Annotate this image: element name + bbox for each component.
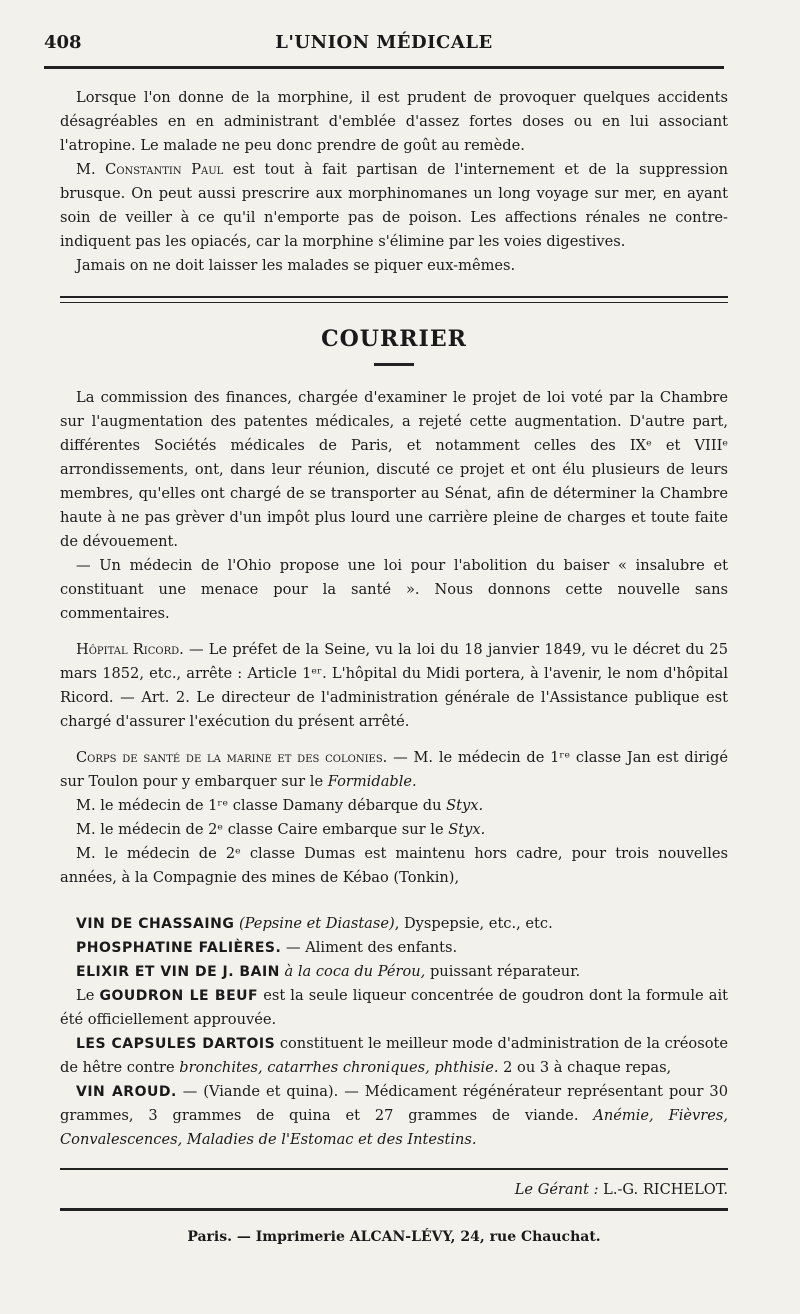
advert-4: Le GOUDRON LE BEUF est la seule liqueur concentrée de goudron dont la formule ait été officiellement approuvée. — [60, 987, 729, 1028]
courrier-paragraph-4: Corps de santé de la marine et des colonies. — M. le médecin de 1ʳᵉ classe Jan est dirigé sur Toulon pour y embarquer sur le Formidable. — [60, 749, 728, 790]
section-divider — [60, 296, 728, 303]
courrier-paragraph-2: — Un médecin de l'Ohio propose une loi pour l'abolition du baiser « insalubre et constituant une menace pour la santé ». Nous donnons cette nouvelle sans commentaires. — [60, 557, 728, 622]
author-name: M. Constantin Paul — [76, 161, 224, 178]
ship-name: Styx. — [446, 797, 484, 814]
courrier-paragraph-7: M. le médecin de 2ᵉ classe Dumas est maintenu hors cadre, pour trois nouvelles années, à la Compagnie des mines de Kébao (Tonkin), — [60, 845, 728, 886]
gerant-signature: Le Gérant : L.-G. RICHELOT. — [514, 1181, 728, 1198]
ship-name: Formidable. — [327, 773, 417, 790]
page-header — [44, 32, 724, 62]
section-title: COURRIER — [321, 326, 467, 352]
footer-rule — [60, 1168, 728, 1170]
courrier-paragraph-6: M. le médecin de 2ᵉ classe Caire embarque sur le Styx. — [76, 821, 486, 838]
intro-paragraph-3: Jamais on ne doit laisser les malades se piquer eux-mêmes. — [76, 257, 516, 274]
footer-rule-bottom — [60, 1208, 728, 1211]
advert-6: VIN AROUD. — (Viande et quina). — Médicament régénérateur représentant pour 30 grammes, 3 grammes de quina et 27 grammes de viande. Anémie, Fièvres, Convalescences, Maladies de l'Estomac et des Intestins. — [60, 1083, 728, 1148]
advert-2: PHOSPHATINE FALIÈRES. — Aliment des enfants. — [76, 939, 458, 956]
page-number: 408 — [44, 32, 82, 53]
courrier-paragraph-3: Hôpital Ricord. — Le préfet de la Seine, vu la loi du 18 janvier 1849, vu le décret du 25 mars 1852, etc., arrête : Article 1ᵉʳ. L'hôpital du Midi portera, à l'avenir, le nom d'hôpital Ricord. — Art. 2. Le directeur de l'administration générale de l'Assistance publique est chargé d'assurer l'exécution du présent arrêté. — [60, 641, 728, 730]
header-rule — [44, 66, 724, 69]
running-title: L'UNION MÉDICALE — [275, 32, 493, 53]
hospital-heading: Hôpital Ricord. — [76, 641, 184, 658]
courrier-paragraph-1: La commission des finances, chargée d'examiner le projet de loi voté par la Chambre sur l'augmentation des patentes médicales, a rejeté cette augmentation. D'autre part, différentes Sociétés médicales de Paris, et notamment celles des IXᵉ et VIIIᵉ arrondissements, ont, dans leur réunion, discuté ce projet et ont élu plusieurs de leurs membres, qu'elles ont chargé de se transporter au Sénat, afin de déterminer la Chambre haute à ne pas grèver d'un impôt plus lourd une carrière pleine de charges et toute faite de dévouement. — [60, 389, 728, 550]
courrier-paragraph-5: M. le médecin de 1ʳᵉ classe Damany débarque du Styx. — [76, 797, 484, 814]
intro-paragraph-2-text: est tout à fait partisan de l'internement et de la suppression brusque. On peut aussi prescrire aux morphinomanes un long voyage sur mer, en ayant soin de veiller à ce qu'il n'emporte pas de poison. Les affections rénales ne contre-indiquent pas les opiacés, car la morphine s'élimine par les voies digestives. — [60, 161, 729, 250]
intro-paragraph-1: Lorsque l'on donne de la morphine, il est prudent de provoquer quelques accidents désagréables en en administrant d'emblée d'assez fortes doses ou en lui associant l'atropine. Le malade ne peu donc prendre de goût au remède. — [60, 89, 728, 154]
advert-3: ELIXIR ET VIN DE J. BAIN à la coca du Pérou, puissant réparateur. — [76, 963, 581, 980]
advert-1: VIN DE CHASSAING (Pepsine et Diastase), Dyspepsie, etc., etc. — [76, 915, 553, 932]
navy-heading: Corps de santé de la marine et des colonies. — [76, 749, 388, 766]
ship-name: Styx. — [448, 821, 486, 838]
intro-paragraph-2 — [60, 158, 728, 254]
article-body — [60, 86, 728, 1249]
printer-imprint: Paris. — Imprimerie ALCAN-LÉVY, 24, rue Chauchat. — [187, 1229, 601, 1245]
title-underline — [374, 363, 414, 366]
advert-5: LES CAPSULES DARTOIS constituent le meilleur mode d'administration de la créosote de hêtre contre bronchites, catarrhes chroniques, phthisie. 2 ou 3 à chaque repas, — [60, 1035, 728, 1076]
